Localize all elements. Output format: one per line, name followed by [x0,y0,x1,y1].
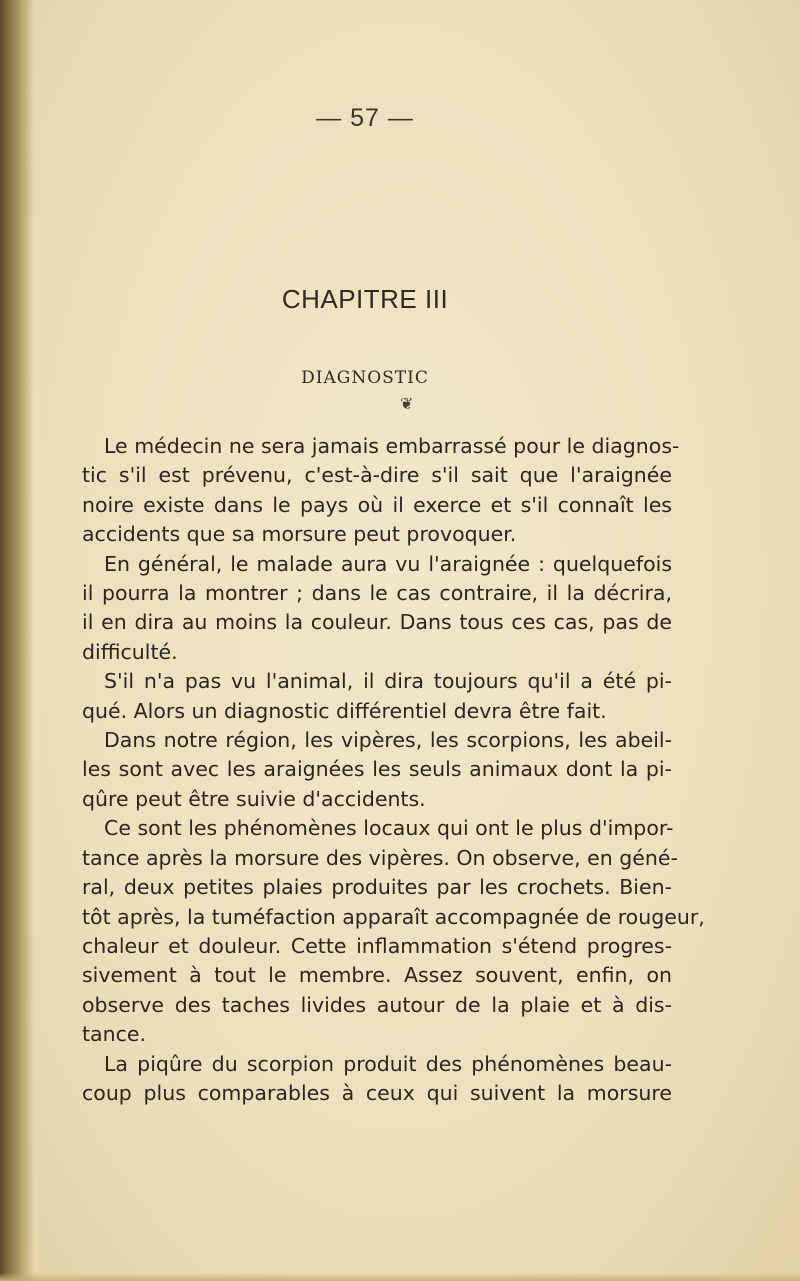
body-text [82,432,705,1108]
text-line: En général, le malade aura vu l'araignée : quelquefois [104,551,672,576]
text-line: accidents que sa morsure peut provoquer. [82,522,517,547]
ornament-icon: ❦ [400,394,414,413]
text-line: il en dira au moins la couleur. Dans tous ces cas, pas de [82,610,672,635]
text-line: difficulté. [82,639,178,664]
text-line: les sont avec les araignées les seuls animaux dont la pi- [82,757,672,782]
text-line: ral, deux petites plaies produites par les crochets. Bien- [82,875,672,900]
text-line: coup plus comparables à ceux qui suivent la morsure [82,1080,672,1105]
text-line: tic s'il est prévenu, c'est-à-dire s'il sait que l'araignée [82,463,672,488]
text-line: tôt après, la tuméfaction apparaît accompagnée de rougeur, [82,904,705,929]
text-line: il pourra la montrer ; dans le cas contraire, il la décrira, [82,581,672,606]
text-line: noire existe dans le pays où il exerce et s'il connaît les [82,492,672,517]
text-line: Ce sont les phénomènes locaux qui ont le plus d'impor- [104,816,674,841]
text-line: chaleur et douleur. Cette inflammation s'étend progres- [82,933,672,958]
text-line: tance. [82,1022,146,1047]
text-line: La piqûre du scorpion produit des phénomènes beau- [104,1051,672,1076]
text-line: Dans notre région, les vipères, les scorpions, les abeil- [104,728,672,753]
page-binding-edge [0,0,34,1281]
text-line: sivement à tout le membre. Assez souvent, enfin, on [82,963,672,988]
text-line: qûre peut être suivie d'accidents. [82,786,426,811]
page-bottom-edge [0,1273,800,1281]
chapter-title: CHAPITRE III [281,284,449,314]
text-line: observe des taches livides autour de la plaie et à dis- [82,992,672,1017]
text-line: tance après la morsure des vipères. On observe, en géné- [82,845,678,870]
section-title: DIAGNOSTIC [301,368,429,388]
text-line: qué. Alors un diagnostic différentiel devra être fait. [82,698,607,723]
text-line: S'il n'a pas vu l'animal, il dira toujours qu'il a été pi- [104,669,672,694]
text-line: Le médecin ne sera jamais embarrassé pour le diagnos- [104,434,680,458]
page-number: — 57 — [316,104,414,132]
